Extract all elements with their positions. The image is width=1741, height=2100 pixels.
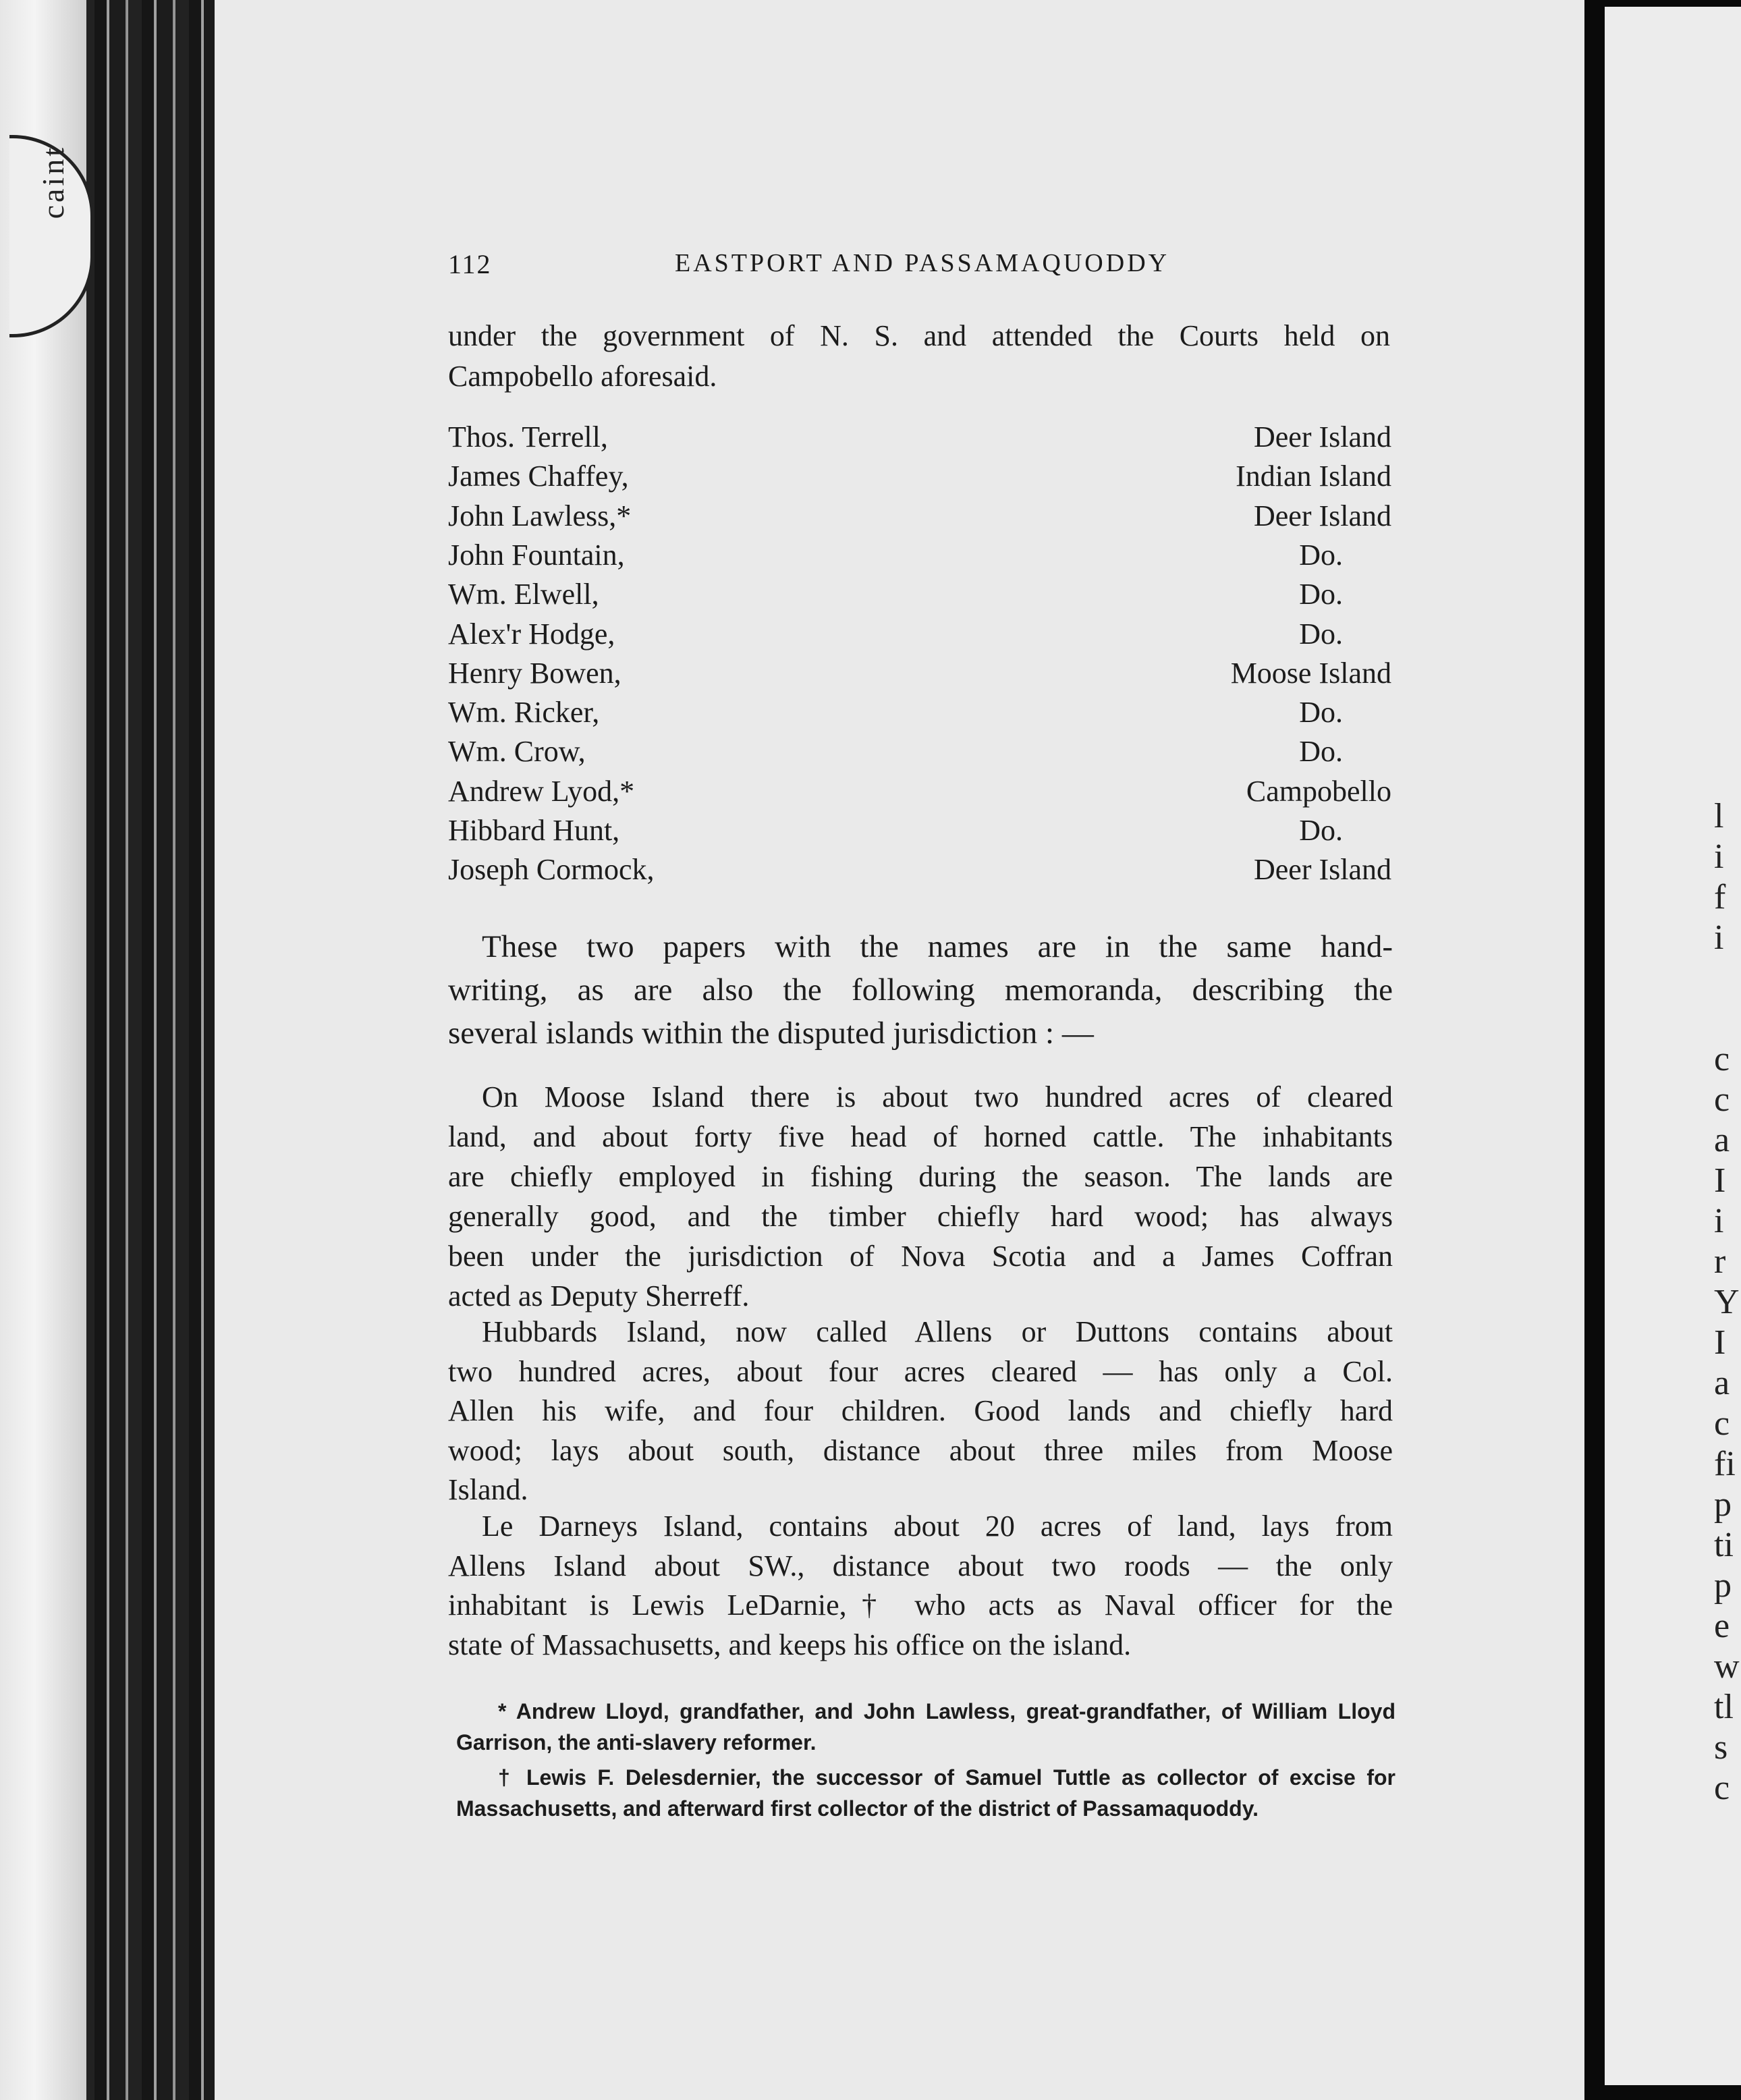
place-entry: Campobello: [1246, 775, 1391, 808]
body-line: state of Massachusetts, and keeps his office on the island.: [448, 1628, 1132, 1661]
footnote-line: Garrison, the anti-slavery reformer.: [456, 1730, 817, 1754]
facing-page-fragment: ti: [1714, 1526, 1734, 1564]
name-entry: Wm. Elwell,: [448, 578, 599, 611]
name-entry: John Fountain,: [448, 538, 625, 572]
body-line: Allen his wife, and four children. Good lands and chiefly hard: [448, 1394, 1393, 1427]
name-entry: Alex'r Hodge,: [448, 617, 615, 651]
place-entry: Do.: [1299, 735, 1343, 768]
facing-page-fragment: I: [1714, 1161, 1726, 1200]
place-entry: Deer Island: [1253, 499, 1391, 532]
name-entry: Thos. Terrell,: [448, 420, 608, 453]
body-line: writing, as are also the following memoranda, describing the: [448, 972, 1393, 1007]
body-line: been under the jurisdiction of Nova Scotia and a James Coffran: [448, 1240, 1393, 1273]
body-line: under the government of N. S. and attended the Courts held on: [448, 319, 1390, 352]
name-entry: Wm. Crow,: [448, 735, 586, 768]
name-entry: Andrew Lyod,*: [448, 775, 635, 808]
facing-page-fragment: Y: [1714, 1283, 1740, 1321]
facing-page-fragment: c: [1714, 1404, 1730, 1443]
name-entry: Hibbard Hunt,: [448, 814, 620, 847]
name-entry: Henry Bowen,: [448, 657, 621, 690]
facing-page-fragment: c: [1714, 1080, 1730, 1119]
facing-page-fragment: a: [1714, 1121, 1730, 1159]
name-entry: John Lawless,*: [448, 499, 632, 532]
running-head: EASTPORT AND PASSAMAQUODDY: [675, 249, 1170, 277]
body-line: are chiefly employed in fishing during the season. The lands are: [448, 1160, 1393, 1193]
place-entry: Deer Island: [1253, 420, 1391, 453]
place-entry: Do.: [1299, 538, 1343, 572]
facing-page-fragment: c: [1714, 1040, 1730, 1078]
body-line: On Moose Island there is about two hundred acres of cleared: [482, 1080, 1393, 1113]
place-entry: Do.: [1299, 578, 1343, 611]
page-number: 112: [448, 249, 492, 279]
body-line: generally good, and the timber chiefly hard wood; has always: [448, 1200, 1393, 1233]
facing-page-fragment: c: [1714, 1769, 1730, 1807]
facing-page-fragment: i: [1714, 1202, 1724, 1240]
facing-page-fragment: p: [1714, 1485, 1732, 1524]
page-header: [448, 248, 1406, 289]
body-line: two hundred acres, about four acres cleared — has only a Col.: [448, 1355, 1393, 1388]
place-entry: Deer Island: [1253, 853, 1391, 886]
facing-page-fragment: a: [1714, 1364, 1730, 1402]
body-line: Hubbards Island, now called Allens or Duttons contains about: [482, 1315, 1393, 1348]
facing-page-fragment: tl: [1714, 1688, 1734, 1726]
facing-page-fragment: l: [1714, 797, 1724, 835]
body-line: Campobello aforesaid.: [448, 360, 717, 393]
footnote-line: Massachusetts, and afterward first collector of the district of Passamaquoddy.: [456, 1796, 1259, 1821]
place-entry: Do.: [1299, 814, 1343, 847]
facing-page-fragment: r: [1714, 1242, 1726, 1281]
body-line: inhabitant is Lewis LeDarnie,† who acts as Naval officer for the: [448, 1588, 1393, 1622]
facing-page-fragment: w: [1714, 1647, 1740, 1686]
body-line: These two papers with the names are in the same hand-: [482, 929, 1393, 964]
place-entry: Indian Island: [1236, 460, 1391, 493]
facing-page-fragment: fi: [1714, 1445, 1736, 1483]
place-entry: Do.: [1299, 617, 1343, 651]
body-line: Le Darneys Island, contains about 20 acres of land, lays from: [482, 1510, 1393, 1543]
body-line: wood; lays about south, distance about three miles from Moose: [448, 1434, 1393, 1467]
body-line: Island.: [448, 1473, 528, 1506]
place-entry: Do.: [1299, 696, 1343, 729]
body-line: acted as Deputy Sherreff.: [448, 1279, 750, 1312]
spine-label-text: caint: [36, 145, 70, 219]
facing-page-fragment: p: [1714, 1566, 1732, 1605]
facing-page-fragment: i: [1714, 837, 1724, 876]
body-line: land, and about forty five head of horned cattle. The inhabitants: [448, 1120, 1393, 1153]
name-entry: Wm. Ricker,: [448, 696, 600, 729]
body-line: Allens Island about SW., distance about two roods — the only: [448, 1549, 1393, 1582]
footnote-line: * Andrew Lloyd, grandfather, and John Lawless, great-grandfather, of William Lloyd: [498, 1699, 1395, 1723]
facing-page-fragment: s: [1714, 1728, 1728, 1767]
facing-page-fragment: i: [1714, 918, 1724, 957]
facing-page-fragment: f: [1714, 878, 1726, 916]
facing-page-fragment: I: [1714, 1323, 1726, 1362]
facing-page-fragment: e: [1714, 1607, 1730, 1645]
body-line: several islands within the disputed jurisdiction : —: [448, 1016, 1094, 1051]
name-entry: Joseph Cormock,: [448, 853, 655, 886]
name-entry: James Chaffey,: [448, 460, 629, 493]
place-entry: Moose Island: [1230, 657, 1391, 690]
footnote-line: † Lewis F. Delesdernier, the successor of Samuel Tuttle as collector of excise for: [498, 1765, 1395, 1790]
